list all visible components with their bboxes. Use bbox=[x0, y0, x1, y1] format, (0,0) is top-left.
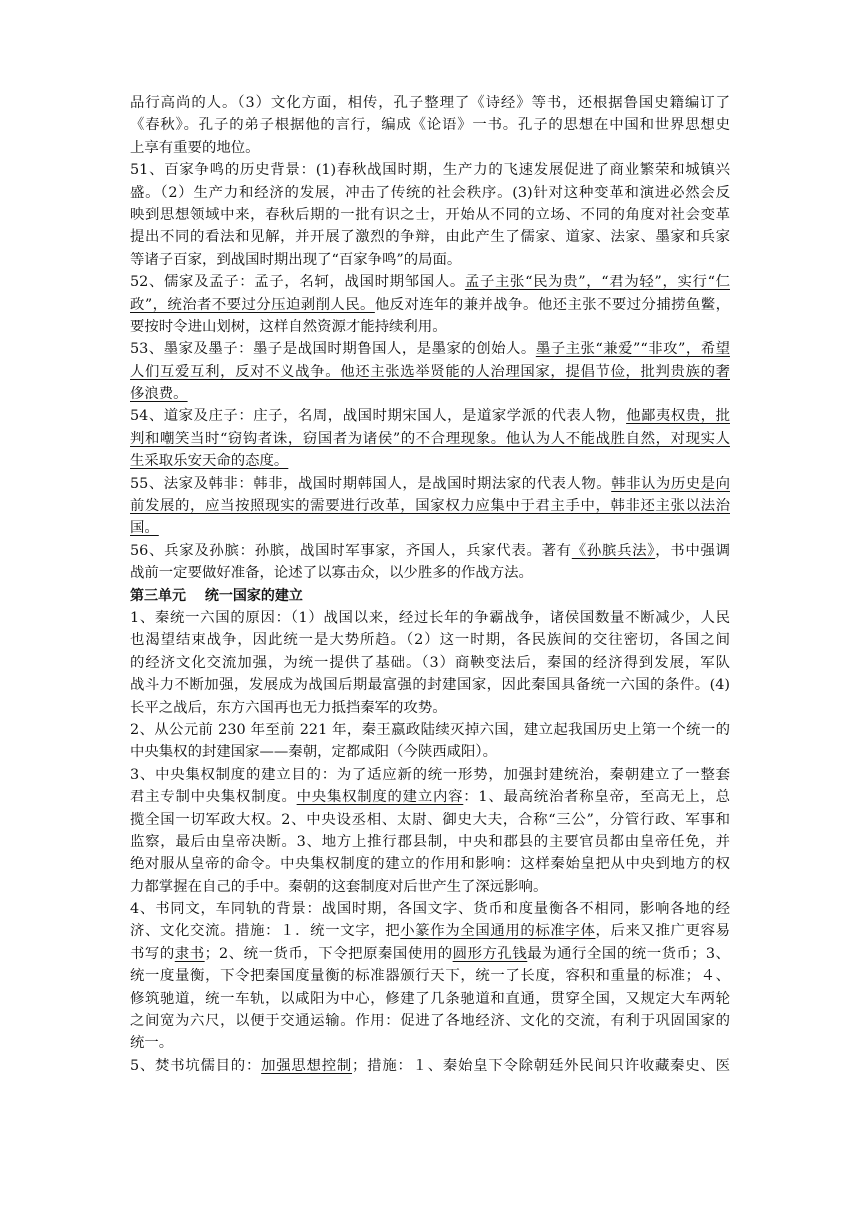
underlined-text: 人们互爱互利，反对不义战争。他还主张选举贤能的人治理国家，提倡节俭，批判贵族的奢 bbox=[130, 363, 730, 380]
text-line bbox=[130, 719, 730, 741]
underlined-text: 国。 bbox=[130, 520, 159, 537]
text-line bbox=[130, 473, 730, 495]
text-span: ：1、最高统治者称皇帝，至高无上，总 bbox=[463, 789, 730, 806]
text-span: 第三单元 统一国家的建立 bbox=[130, 587, 303, 604]
text-line bbox=[130, 316, 730, 338]
text-line bbox=[130, 1055, 730, 1077]
underlined-text: 韩非认为历史是向 bbox=[611, 475, 730, 492]
text-line bbox=[130, 809, 730, 831]
text-span: 品行高尚的人。（3）文化方面，相传，孔子整理了《诗经》等书，还根据鲁国史籍编订了 bbox=[130, 95, 730, 111]
text-line bbox=[130, 741, 730, 763]
text-line bbox=[130, 853, 730, 875]
text-span: ，后来又推广更容易 bbox=[595, 923, 730, 940]
underlined-text: 《孙膑兵法》 bbox=[571, 542, 656, 559]
text-line bbox=[130, 943, 730, 965]
text-span: 51、百家争鸣的历史背景：(1)春秋战国时期，生产力的飞速发展促进了商业繁荣和城镇兴 bbox=[130, 162, 730, 179]
text-span: 54、道家及庄子：庄子，名周，战国时期宋国人，是道家学派的代表人物， bbox=[130, 408, 627, 425]
text-line bbox=[130, 450, 730, 472]
text-line bbox=[130, 204, 730, 226]
text-span: 盛。（2）生产力和经济的发展，冲击了传统的社会秩序。(3)针对这种变革和演进必然会反 bbox=[130, 184, 730, 201]
text-line bbox=[130, 495, 730, 517]
text-span: 5、焚书坑儒目的： bbox=[130, 1057, 262, 1074]
text-span: 1、秦统一六国的原因：（1）战国以来，经过长年的争霸战争，诸侯国数量不断减少，人民 bbox=[130, 609, 730, 626]
underlined-text: 加强思想控制 bbox=[261, 1057, 353, 1074]
text-line bbox=[130, 517, 730, 539]
text-line bbox=[130, 540, 730, 562]
text-line bbox=[130, 159, 730, 181]
text-span: 《春秋》。孔子的弟子根据他的言行，编成《论语》一书。孔子的思想在中国和世界思想史 bbox=[130, 117, 730, 134]
underlined-text: 墨子主张“兼爱”“非攻”，希望 bbox=[535, 341, 730, 358]
text-span: 的经济文化交流加强，为统一提供了基础。（3）商鞅变法后，秦国的经济得到发展，军队 bbox=[130, 654, 730, 671]
text-span: 56、兵家及孙膑：孙膑，战国时军事家，齐国人，兵家代表。著有 bbox=[130, 542, 572, 559]
text-span: ，书中强调 bbox=[655, 542, 730, 559]
section-heading bbox=[130, 585, 730, 607]
text-line bbox=[130, 405, 730, 427]
underlined-text: 隶书 bbox=[174, 945, 205, 962]
text-line bbox=[130, 920, 730, 942]
underlined-text: 他鄙夷权贵，批 bbox=[626, 408, 730, 425]
text-line bbox=[130, 965, 730, 987]
text-line bbox=[130, 786, 730, 808]
text-line bbox=[130, 562, 730, 584]
text-span: 长平之战后，东方六国再也无力抵挡秦军的攻势。 bbox=[130, 699, 447, 716]
text-span: 2、从公元前 230 年至前 221 年，秦王嬴政陆续灭掉六国，建立起我国历史上第一个统一的 bbox=[130, 721, 730, 738]
text-span: 统一度量衡，下令把秦国度量衡的标准器颁行天下，统一了长度，容积和重量的标准；４、 bbox=[130, 968, 730, 985]
text-line bbox=[130, 876, 730, 898]
text-span: 济、文化交流。措施：１．统一文字，把 bbox=[130, 923, 401, 940]
text-line bbox=[130, 1032, 730, 1054]
text-line bbox=[130, 92, 730, 114]
text-line bbox=[130, 249, 730, 271]
text-span: 绝对服从皇帝的命令。中央集权制度的建立的作用和影响：这样秦始皇把从中央到地方的权 bbox=[130, 856, 730, 873]
text-span: 等诸子百家，到战国时期出现了“百家争鸣”的局面。 bbox=[130, 251, 462, 268]
text-line bbox=[130, 629, 730, 651]
text-span: 监察，最后由皇帝决断。3、地方上推行郡县制，中央和郡县的主要官员都由皇帝任免，并 bbox=[130, 833, 730, 850]
underlined-text: 侈浪费。 bbox=[130, 386, 188, 403]
text-line bbox=[130, 182, 730, 204]
text-span: 统一。 bbox=[130, 1035, 174, 1052]
document-body bbox=[130, 92, 730, 1077]
text-span: 中央集权的封建国家——秦朝，定都咸阳（今陕西咸阳）。 bbox=[130, 744, 497, 761]
underlined-text: 判和嘲笑当时“窃钩者诛，窃国者为诸侯”的不合理现象。他认为人不能战胜自然，对现实人 bbox=[130, 430, 730, 447]
underlined-text: 前发展的，应当按照现实的需要进行改革，国家权力应集中于君主手中，韩非还主张以法治 bbox=[130, 498, 730, 515]
text-line bbox=[130, 898, 730, 920]
text-span: 4、书同文，车同轨的背景：战国时期，各国文字、货币和度量衡各不相同，影响各地的经 bbox=[130, 901, 730, 918]
text-line bbox=[130, 607, 730, 629]
text-line bbox=[130, 361, 730, 383]
text-span: 53、墨家及墨子：墨子是战国时期鲁国人，是墨家的创始人。 bbox=[130, 341, 536, 358]
text-span: ；措施：１、秦始皇下令除朝廷外民间只许收藏秦史、医 bbox=[352, 1057, 730, 1074]
underlined-text: 小篆作为全国通用的标准字体 bbox=[400, 923, 596, 940]
text-span: 要按时令进山划树，这样自然资源才能持续利用。 bbox=[130, 318, 447, 335]
text-line bbox=[130, 652, 730, 674]
text-span: 也渴望结束战争，因此统一是大势所趋。（2）这一时期，各民族间的交往密切，各国之间 bbox=[130, 632, 730, 649]
text-span: 他反对连年的兼并战争。他还主张不要过分捕捞鱼鳖， bbox=[374, 296, 730, 313]
text-span: 映到思想领域中来，春秋后期的一批有识之士，开始从不同的立场、不同的角度对社会变革 bbox=[130, 206, 730, 223]
text-span: 上享有重要的地位。 bbox=[130, 139, 260, 156]
text-line bbox=[130, 764, 730, 786]
text-span: 最为通行全国的统一货币；3、 bbox=[527, 945, 730, 962]
text-line bbox=[130, 338, 730, 360]
text-span: ；2、统一货币，下令把原秦国使用的 bbox=[204, 945, 453, 962]
text-span: 55、法家及韩非：韩非，战国时期韩国人，是战国时期法家的代表人物。 bbox=[130, 475, 612, 492]
text-line bbox=[130, 294, 730, 316]
text-span: 修筑驰道，统一车轨，以咸阳为中心，修建了几条驰道和直通，贯穿全国，又规定大车两轮 bbox=[130, 990, 730, 1007]
text-span: 战前一定要做好准备，论述了以寡击众，以少胜多的作战方法。 bbox=[130, 565, 533, 582]
text-span: 力都掌握在自己的手中。秦朝的这套制度对后世产生了深远影响。 bbox=[130, 878, 548, 895]
text-line bbox=[130, 988, 730, 1010]
text-span: 揽全国一切军政大权。2、中央设丞相、太尉、御史大夫，合称“三公”，分管行政、军事和 bbox=[130, 811, 730, 828]
underlined-text: 生采取乐安天命的态度。 bbox=[130, 453, 289, 470]
text-line bbox=[130, 114, 730, 136]
underlined-text: 中央集权制度的建立内容 bbox=[296, 789, 464, 806]
text-span: 之间宽为六尺，以便于交通运输。作用：促进了各地经济、文化的交流，有利于巩固国家的 bbox=[130, 1013, 730, 1030]
text-span: 君主专制中央集权制度。 bbox=[130, 789, 297, 806]
text-span: 书写的 bbox=[130, 945, 175, 962]
text-line bbox=[130, 226, 730, 248]
text-span: 3、中央集权制度的建立目的：为了适应新的统一形势，加强封建统治，秦朝建立了一整套 bbox=[130, 766, 730, 783]
text-span: 52、儒家及孟子：孟子，名轲，战国时期邹国人。 bbox=[130, 274, 465, 291]
text-line bbox=[130, 383, 730, 405]
underlined-text: 政”，统治者不要过分压迫剥削人民。 bbox=[130, 296, 375, 313]
underlined-text: 孟子主张“民为贵”，“君为轻”，实行“仁 bbox=[464, 274, 730, 291]
text-span: 战斗力不断加强，发展成为战国后期最富强的封建国家，因此秦国具备统一六国的条件。(4) bbox=[130, 677, 730, 694]
text-line bbox=[130, 674, 730, 696]
underlined-text: 圆形方孔钱 bbox=[452, 945, 528, 962]
text-line bbox=[130, 1010, 730, 1032]
text-span: 提出不同的看法和见解，并开展了激烈的争辩，由此产生了儒家、道家、法家、墨家和兵家 bbox=[130, 229, 730, 246]
text-line bbox=[130, 137, 730, 159]
text-line bbox=[130, 697, 730, 719]
text-line bbox=[130, 831, 730, 853]
text-line bbox=[130, 271, 730, 293]
text-line bbox=[130, 428, 730, 450]
